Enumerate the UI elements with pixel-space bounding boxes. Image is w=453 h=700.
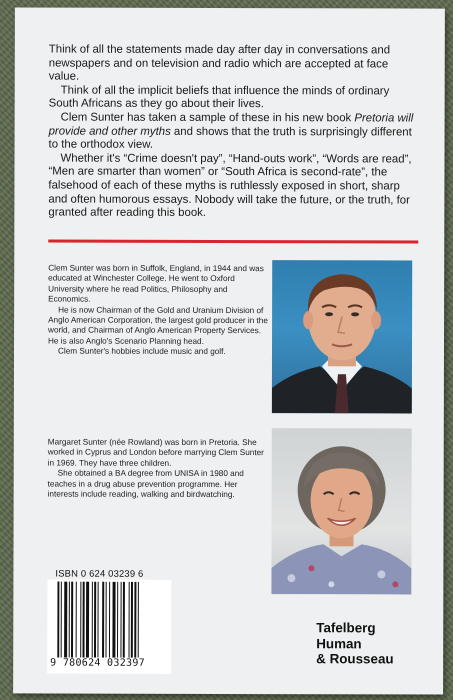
clem-bio-paragraph-3: Clem Sunter's hobbies include music and golf. [57,346,226,357]
blurb-paragraph-2: Think of all the implicit beliefs that influence the minds of ordinary South Africans as they go about their lives. [48,84,390,111]
clem-bio-paragraph-1: Clem Sunter was born in Suffolk, England, in 1944 and was educated at Winchester College. He went to Oxford University where he read Politics, Philosophy and Economics. [48,263,264,304]
publisher-line-2: Human [316,635,362,651]
margaret-bio-paragraph-2: She obtained a BA degree from UNISA in 1980 and teaches in a drug abuse prevention programme. Her interests include reading, walking and birdwatching. [47,468,244,500]
barcode-bars [57,582,161,658]
barcode-number: 9 780624 032397 [50,657,146,669]
margaret-bio-paragraph-1: Margaret Sunter (née Rowland) was born in Pretoria. She worked in Cyprus and London before marrying Clem Sunter in 1969. They have three children. [47,437,264,468]
publisher-line-1: Tafelberg [316,620,376,636]
blurb-paragraph-1: Think of all the statements made day after day in conversations and newspapers and on television and radio which are accepted at face value. [48,43,391,83]
blurb-text [48,44,418,222]
blurb-paragraph-3 [49,111,419,153]
book-title: Pretoria will provide and other myths [48,112,414,138]
blurb-p3-end: and shows that the truth is surprisingly different to the orthodox view. [48,125,412,151]
clem-bio-paragraph-2: He is now Chairman of the Gold and Uranium Division of Anglo American Corporation, the largest gold producer in the world, and Chairman of Anglo American Property Services. He is also Anglo's Scenario Planning head. [48,305,268,346]
publisher-line-3: & Rousseau [316,651,394,667]
blurb-paragraph-4: Whether it's “Crime doesn't pay”, “Hand-outs work”, “Words are read”, “Men are smarter than women” or “South Africa is second-rate”, the falsehood of each of these myths is ruthlessly exposed in short, sharp and often humorous essays. Nobody will take the future, or the truth, for granted after reading this book. [48,152,412,220]
barcode [47,580,171,674]
author-bio-clem [48,264,268,358]
isbn-number: ISBN 0 624 03239 6 [55,567,144,579]
author-bio-margaret [48,438,270,501]
blurb-p3-start: Clem Sunter has taken a sample of these in his new book [60,111,355,125]
publisher-logo [316,620,394,667]
author-photo-margaret [271,428,411,594]
book-back-cover [13,7,445,694]
red-divider [48,240,418,244]
author-photo-clem [272,260,412,413]
